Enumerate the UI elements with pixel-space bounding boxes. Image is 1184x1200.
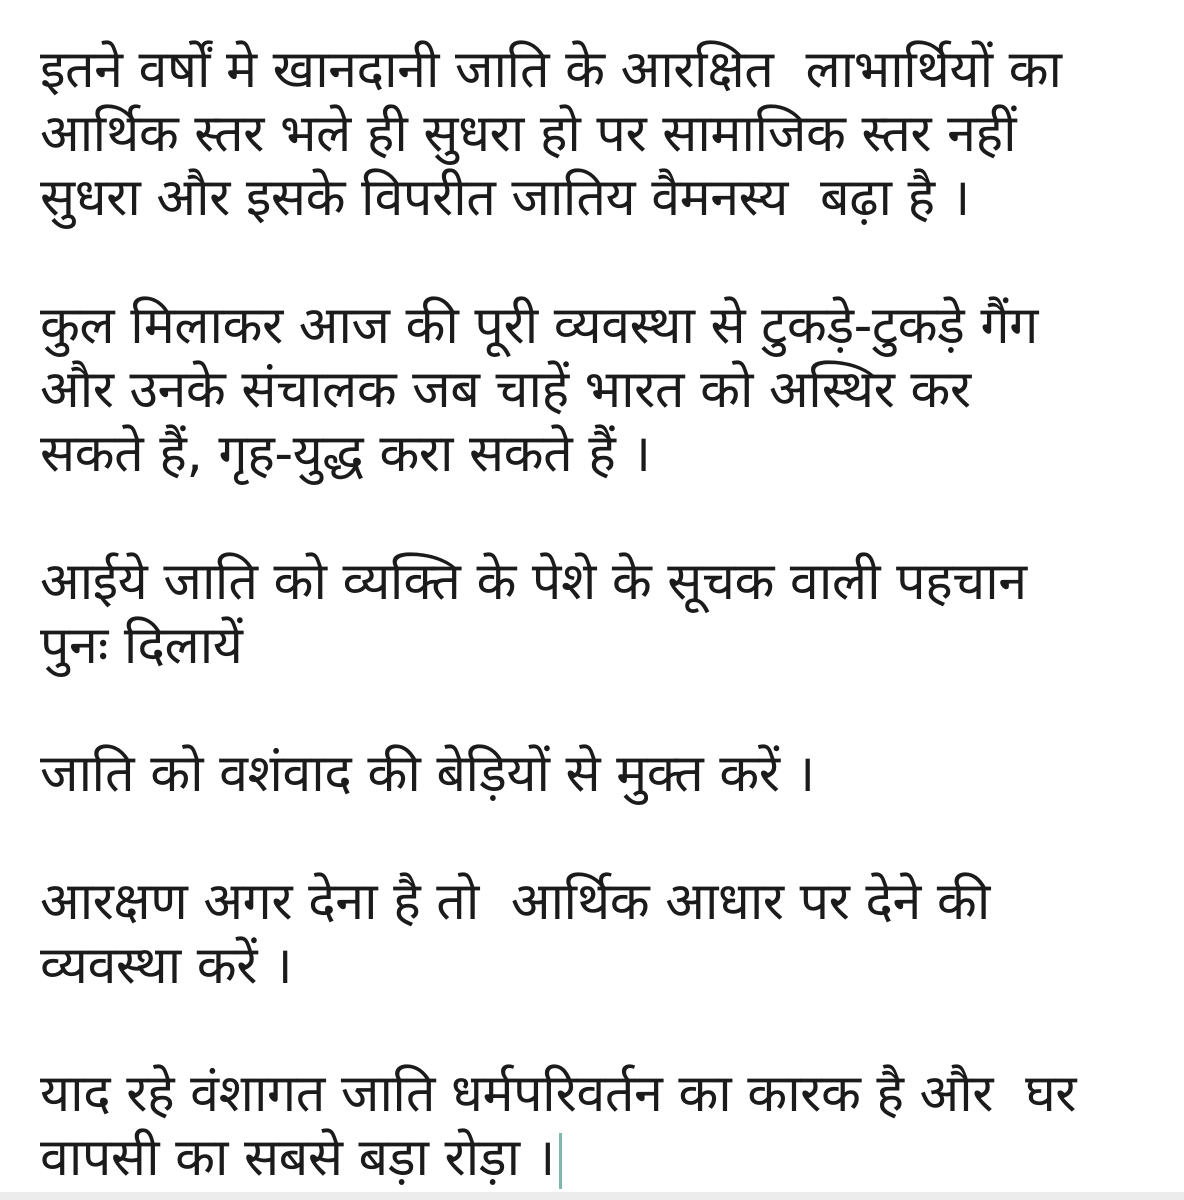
paragraph-5 (40, 870, 1150, 998)
text-line: सकते हैं, गृह-युद्ध करा सकते हैं । (40, 424, 651, 484)
bottom-divider (0, 1192, 1184, 1200)
text-line: पुनः दिलायें (40, 616, 243, 676)
paragraph-4 (40, 742, 1150, 806)
text-line-last (40, 1126, 1150, 1190)
text-cursor (559, 1133, 562, 1189)
text-line-content: वापसी का सबसे बड़ा रोड़ा । (40, 1128, 555, 1188)
text-line: जाति को वशंवाद की बेड़ियों से मुक्त करें । (40, 744, 815, 804)
text-line: आर्थिक स्तर भले ही सुधरा हो पर सामाजिक स्तर नहीं (40, 104, 1017, 164)
text-editor-content[interactable] (40, 38, 1150, 1190)
text-line: व्यवस्था करें । (40, 936, 293, 996)
text-line: सुधरा और इसके विपरीत जातिय वैमनस्य बढ़ा है । (40, 168, 970, 228)
text-line: और उनके संचालक जब चाहें भारत को अस्थिर कर (40, 360, 971, 420)
text-line: याद रहे वंशागत जाति धर्मपरिवर्तन का कारक है और घर (40, 1064, 1077, 1124)
text-line: आरक्षण अगर देना है तो आर्थिक आधार पर देने की (40, 872, 990, 932)
text-line: कुल मिलाकर आज की पूरी व्यवस्था से टुकड़े-टुकड़े गैंग (40, 296, 1038, 356)
paragraph-6 (40, 1062, 1150, 1190)
paragraph-1 (40, 38, 1150, 230)
text-line: आईये जाति को व्यक्ति के पेशे के सूचक वाली पहचान (40, 552, 1027, 612)
text-line: इतने वर्षों मे खानदानी जाति के आरक्षित लाभार्थियों का (40, 40, 1062, 100)
paragraph-2 (40, 294, 1150, 486)
paragraph-3 (40, 550, 1150, 678)
